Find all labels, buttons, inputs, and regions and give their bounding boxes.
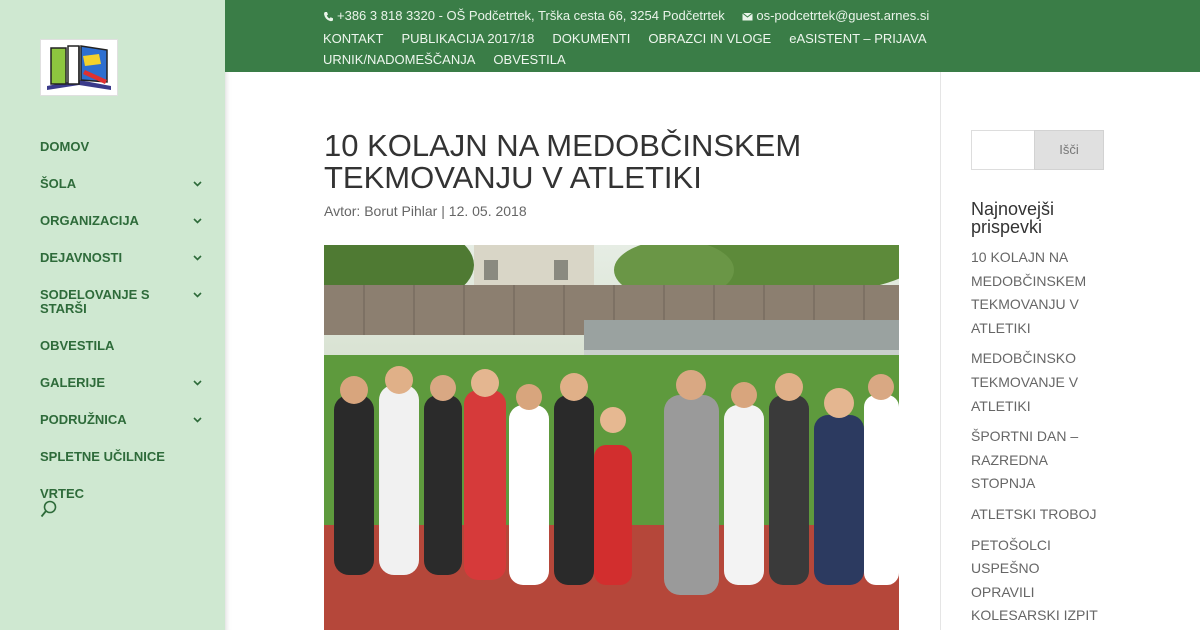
- envelope-icon: [742, 10, 753, 21]
- sidebar-item[interactable]: [40, 286, 205, 318]
- chevron-down-icon[interactable]: [193, 290, 202, 299]
- post-author-link[interactable]: Borut Pihlar: [364, 203, 438, 219]
- sidebar-item-label: SPLETNE UČILNICE: [40, 449, 165, 464]
- chevron-down-icon[interactable]: [193, 253, 202, 262]
- recent-post-link[interactable]: PETOŠOLCI USPEŠNO OPRAVILI KOLESARSKI IZPIT: [971, 536, 1098, 624]
- sidebar-item[interactable]: [40, 212, 205, 230]
- top-nav-link[interactable]: URNIK/NADOMEŠČANJA: [323, 52, 476, 67]
- recent-posts-title: Najnovejši prispevki: [971, 199, 1055, 237]
- sidebar-item[interactable]: [40, 175, 205, 193]
- top-nav-link[interactable]: eASISTENT – PRIJAVA: [789, 31, 927, 46]
- sidebar-item-label: ORGANIZACIJA: [40, 213, 139, 228]
- post-title: 10 KOLAJN NA MEDOBČINSKEM TEKMOVANJU V ATLETIKI: [324, 128, 802, 195]
- content-divider: [940, 72, 941, 630]
- chevron-down-icon[interactable]: [193, 378, 202, 387]
- sidebar-item[interactable]: [40, 138, 205, 156]
- search-input[interactable]: [971, 130, 1035, 170]
- recent-post-link[interactable]: ATLETSKI TROBOJ: [971, 505, 1097, 522]
- sidebar-item-label: VRTEC: [40, 486, 85, 501]
- search-button[interactable]: Išči: [1034, 130, 1104, 170]
- sidebar-item-label: SODELOVANJE S STARŠI: [40, 287, 150, 316]
- chevron-down-icon[interactable]: [193, 216, 202, 225]
- post-meta: [324, 203, 527, 219]
- sidebar-item[interactable]: [40, 411, 205, 429]
- main-nav: [40, 138, 205, 522]
- sidebar-item[interactable]: [40, 337, 205, 355]
- contact-text: +386 3 818 3320 - OŠ Podčetrtek, Trška cesta 66, 3254 Podčetrtek: [337, 8, 725, 24]
- sidebar-item-label: DOMOV: [40, 139, 90, 154]
- meta-separator: |: [437, 203, 449, 219]
- search-icon[interactable]: [40, 500, 58, 518]
- contact-info: [323, 7, 929, 23]
- top-nav-link[interactable]: KONTAKT: [323, 31, 384, 46]
- meta-prefix: Avtor:: [324, 203, 365, 219]
- main-content: [225, 72, 940, 630]
- sidebar-item[interactable]: [40, 448, 205, 466]
- sidebar-item[interactable]: [40, 374, 205, 392]
- post-featured-image[interactable]: [324, 245, 899, 630]
- sidebar-item-label: GALERIJE: [40, 375, 106, 390]
- recent-post-link[interactable]: ŠPORTNI DAN – RAZREDNA STOPNJA: [971, 428, 1079, 492]
- chevron-down-icon[interactable]: [193, 179, 202, 188]
- recent-post-link[interactable]: MEDOBČINSKO TEKMOVANJE V ATLETIKI: [971, 350, 1079, 414]
- top-bar: [225, 0, 1200, 72]
- phone-icon: [323, 10, 334, 21]
- top-nav: [323, 28, 1083, 70]
- top-nav-link[interactable]: PUBLIKACIJA 2017/18: [401, 31, 535, 46]
- sidebar-item-label: DEJAVNOSTI: [40, 250, 123, 265]
- sidebar-item[interactable]: [40, 249, 205, 267]
- post-date: 12. 05. 2018: [448, 203, 527, 219]
- top-nav-link[interactable]: OBRAZCI IN VLOGE: [648, 31, 772, 46]
- top-nav-link[interactable]: OBVESTILA: [493, 52, 566, 67]
- top-nav-link[interactable]: DOKUMENTI: [552, 31, 631, 46]
- sidebar-item-label: PODRUŽNICA: [40, 412, 127, 427]
- recent-post-link[interactable]: 10 KOLAJN NA MEDOBČINSKEM TEKMOVANJU V ATLETIKI: [971, 249, 1087, 336]
- recent-posts-list: [971, 246, 1106, 630]
- school-logo[interactable]: [40, 39, 118, 96]
- chevron-down-icon[interactable]: [193, 415, 202, 424]
- left-sidebar: [0, 0, 225, 630]
- email-link[interactable]: os-podcetrtek@guest.arnes.si: [756, 8, 930, 24]
- sidebar-item-label: ŠOLA: [40, 176, 77, 191]
- sidebar-item-label: OBVESTILA: [40, 338, 115, 353]
- sidebar-item[interactable]: [40, 485, 205, 503]
